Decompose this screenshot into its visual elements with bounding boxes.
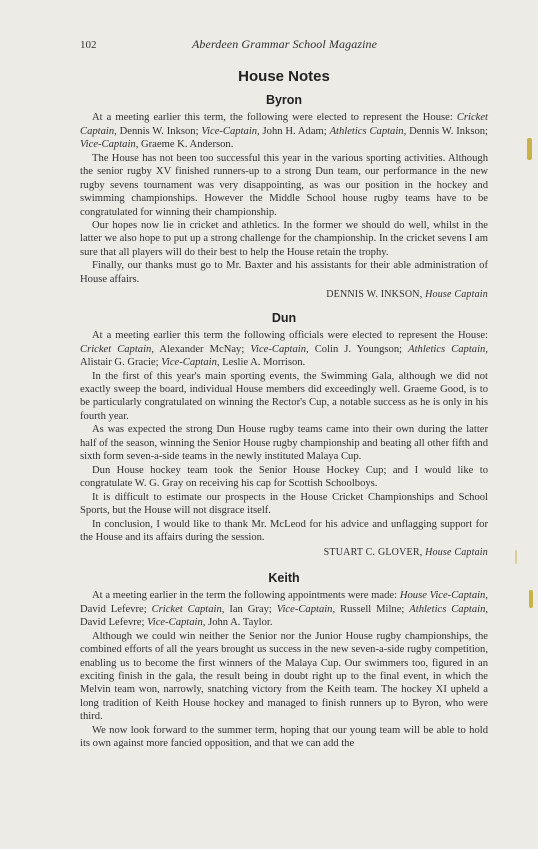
margin-mark [529, 590, 533, 608]
section-title-byron: Byron [265, 92, 303, 107]
paragraph: In the first of this year's main sporting events, the Swimming Gala, although we did not exactly sweep the board, individual House members did exceedingly well. Graeme Good, is to be particularly congratulated on winning the Rector's Cup, a notable success as he is only in his fourth year. [80, 370, 488, 422]
paragraph: Dun House hockey team took the Senior House Hockey Cup; and I would like to congratulate W. G. Gray on receiving his cap for Scottish Schoolboys. [80, 464, 488, 490]
margin-mark [527, 138, 532, 160]
paragraph: At a meeting earlier in the term the following appointments were made: House Vice-Captain, David Lefevre; Cricket Captain, Ian Gray; Vice-Captain, Russell Milne; Athletics Captain, David Lefevre; Vice-Captain, John A. Taylor. [80, 590, 489, 629]
paragraph: In conclusion, I would like to thank Mr. McLeod for his advice and unflagging support for the House and its affairs during the session. [80, 518, 488, 543]
page-number: 102 [80, 39, 97, 51]
paragraph: Although we could win neither the Senior nor the Junior House rugby championships, the combined efforts of all the years brought us success in the new seven-a-side rugby competition, enabling us to become the first winners of the Malaya Cup. Our swimmers too, figured in an exciting finish in the gala, the result being in doubt right up to the final event, in which the Melvin team won, narrowly, snatching victory from the Keith team. The hockey XI upheld a long tradition of Keith House hockey and managed to finish runners up to Byron, who were third. [80, 630, 488, 723]
paragraph: It is difficult to estimate our prospects in the House Cricket Championships and School Sports, but the House will not disgrace itself. [80, 491, 488, 517]
section-title-dun: Dun [271, 310, 297, 325]
paragraph: At a meeting earlier this term, the following were elected to represent the House: Cricket Captain, Dennis W. Inkson; Vice-Captain, John H. Adam; Athletics Captain, Dennis W. Inkson; Vice-Captain, Graeme K. Anderson. [80, 112, 488, 151]
paragraph: At a meeting earlier this term the following officials were elected to represent the House: Cricket Captain, Alexander McNay; Vice-Captain, Colin J. Youngson; Athletics Captain, Alistair G. Gracie; Vice-Captain, Leslie A. Morrison. [80, 330, 488, 369]
paragraph: We now look forward to the summer term, hoping that our young team will be able to hold its own against more fancied opposition, and that we can add the [80, 724, 488, 750]
paragraph: The House has not been too successful this year in the various sporting activities. Although the senior rugby XV finished runners-up to a strong Dun team, our performance in the new rugby sevens tournament was very disappointing, as was our position in the hockey and swimming championships. However the Middle School house rugby teams have to be congratulated for winning their championship. [80, 152, 488, 218]
paragraph: Our hopes now lie in cricket and athletics. In the former we should do well, whilst in the latter we also hope to put up a strong challenge for the championship. In the cricket sevens I am sure that all players will do their best to help the House retain the trophy. [80, 219, 488, 258]
journal-title: Aberdeen Grammar School Magazine [192, 37, 378, 51]
page [80, 38, 488, 751]
article-title: House Notes [238, 68, 330, 86]
signature-dun: STUART C. GLOVER, House Captain [323, 547, 488, 559]
paragraph: As was expected the strong Dun House rugby teams came into their own during the latter half of the season, winning the Senior House rugby championship and beating all other fifth and sixth form seven-a-side teams in the newly instituted Malaya Cup. [80, 424, 488, 463]
running-header [80, 38, 488, 52]
signature-byron: DENNIS W. INKSON, House Captain [326, 289, 488, 301]
section-title-keith: Keith [268, 570, 300, 585]
paragraph: Finally, our thanks must go to Mr. Baxter and his assistants for their able administration of House affairs. [80, 260, 488, 285]
margin-mark [515, 550, 517, 564]
